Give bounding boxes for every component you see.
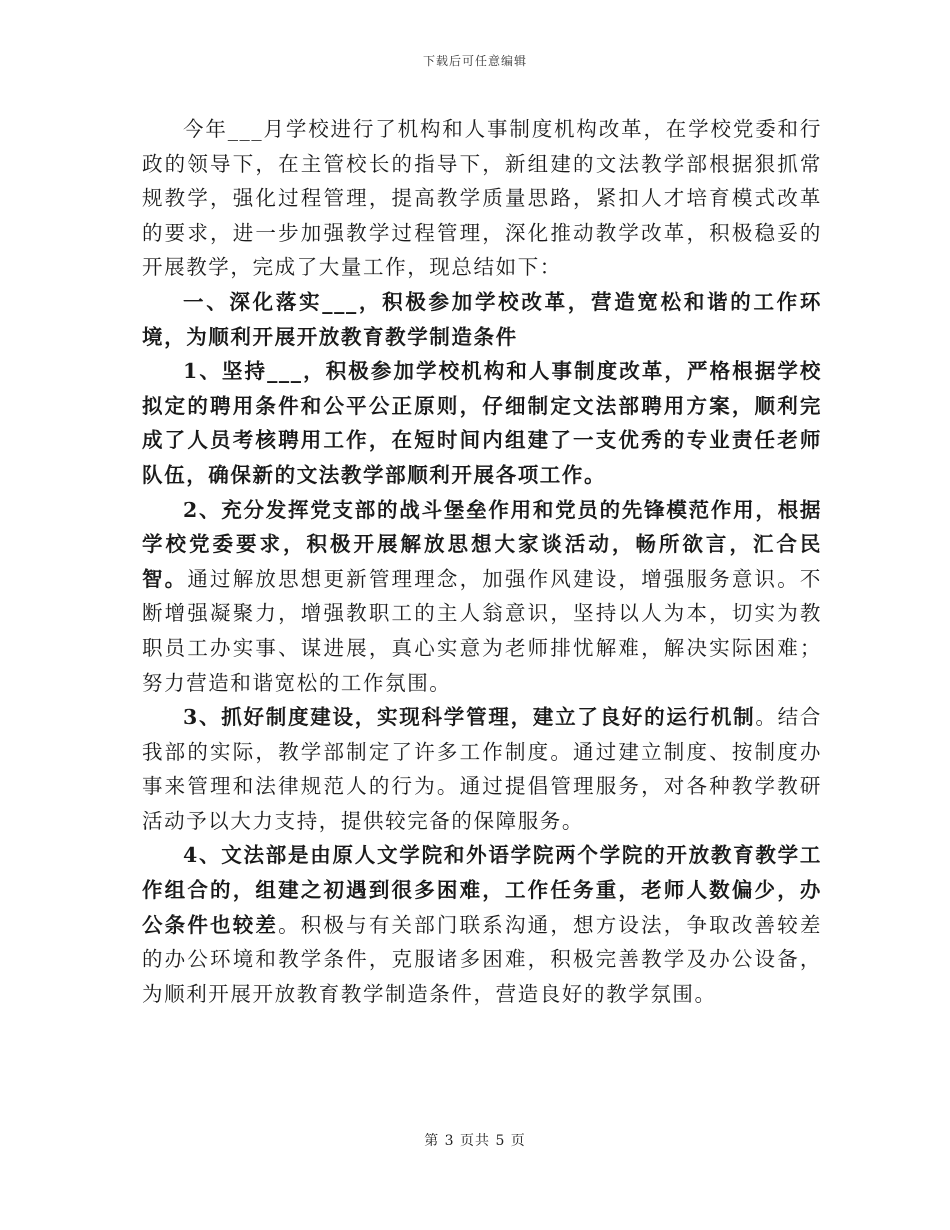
text-run: 通过解放思想更新管理理念，加强作风建设，增强服务意识。不断增强凝聚力，增强教职工的主人翁意识，坚持以人为本，切实为教职员工办实事、谋进展，真心实意为老师排忧解难，解决实际困难；努力营造和谐宽松的工作氛围。: [142, 566, 822, 695]
paragraph-item-4: [142, 838, 822, 1011]
text-run: 。积极与有关部门联系沟通，想方设法，争取改善较差的办公环境和教学条件，克服诸多困难，积极完善教学及办公设备，为顺利开展开放教育教学制造条件，营造良好的教学氛围。: [142, 912, 822, 1006]
text-run: 今年___月学校进行了机构和人事制度机构改革，在学校党委和行政的领导下，在主管校长的指导下，新组建的文法教学部根据狠抓常规教学，强化过程管理，提高教学质量思路，紧扣人才培育模式改革的要求，进一步加强教学过程管理，深化推动教学改革，积极稳妥的开展教学，完成了大量工作，现总结如下：: [142, 117, 822, 280]
page-footer: 第 3 页共 5 页: [424, 1133, 526, 1149]
text-run-bold: 3、抓好制度建设，实现科学管理，建立了良好的运行机制: [183, 705, 756, 730]
paragraph-item-2: [142, 493, 822, 701]
text-run: 一、深化落实___，积极参加学校改革，营造宽松和谐的工作环境，为顺利开展开放教育教学制造条件: [142, 289, 822, 349]
page-header: 下载后可任意编辑: [422, 54, 527, 68]
document-body: [142, 112, 822, 1011]
section-heading-1: [142, 285, 822, 354]
paragraph-item-1: [142, 354, 822, 492]
text-run-bold: 4、文法部是由原人文学院和外语学院两个学院的开放教育教学工作组合的，组建之初遇到很多困难，工作任务重，老师人数偏少，办公条件也较差: [142, 843, 822, 937]
paragraph-intro: [142, 112, 822, 285]
text-run-bold: 2、充分发挥党支部的战斗堡垒作用和党员的先锋模范作用，根据学校党委要求，积极开展解放思想大家谈活动，畅所欲言，汇合民智。: [142, 497, 822, 591]
paragraph-item-3: [142, 700, 822, 838]
text-run: 。结合我部的实际，教学部制定了许多工作制度。通过建立制度、按制度办事来管理和法律规范人的行为。通过提倡管理服务，对各种教学教研活动予以大力支持，提供较完备的保障服务。: [142, 705, 822, 833]
text-run: 1、坚持___，积极参加学校机构和人事制度改革，严格根据学校拟定的聘用条件和公平公正原则，仔细制定文法部聘用方案，顺利完成了人员考核聘用工作，在短时间内组建了一支优秀的专业责任老师队伍，确保新的文法教学部顺利开展各项工作。: [142, 359, 822, 487]
